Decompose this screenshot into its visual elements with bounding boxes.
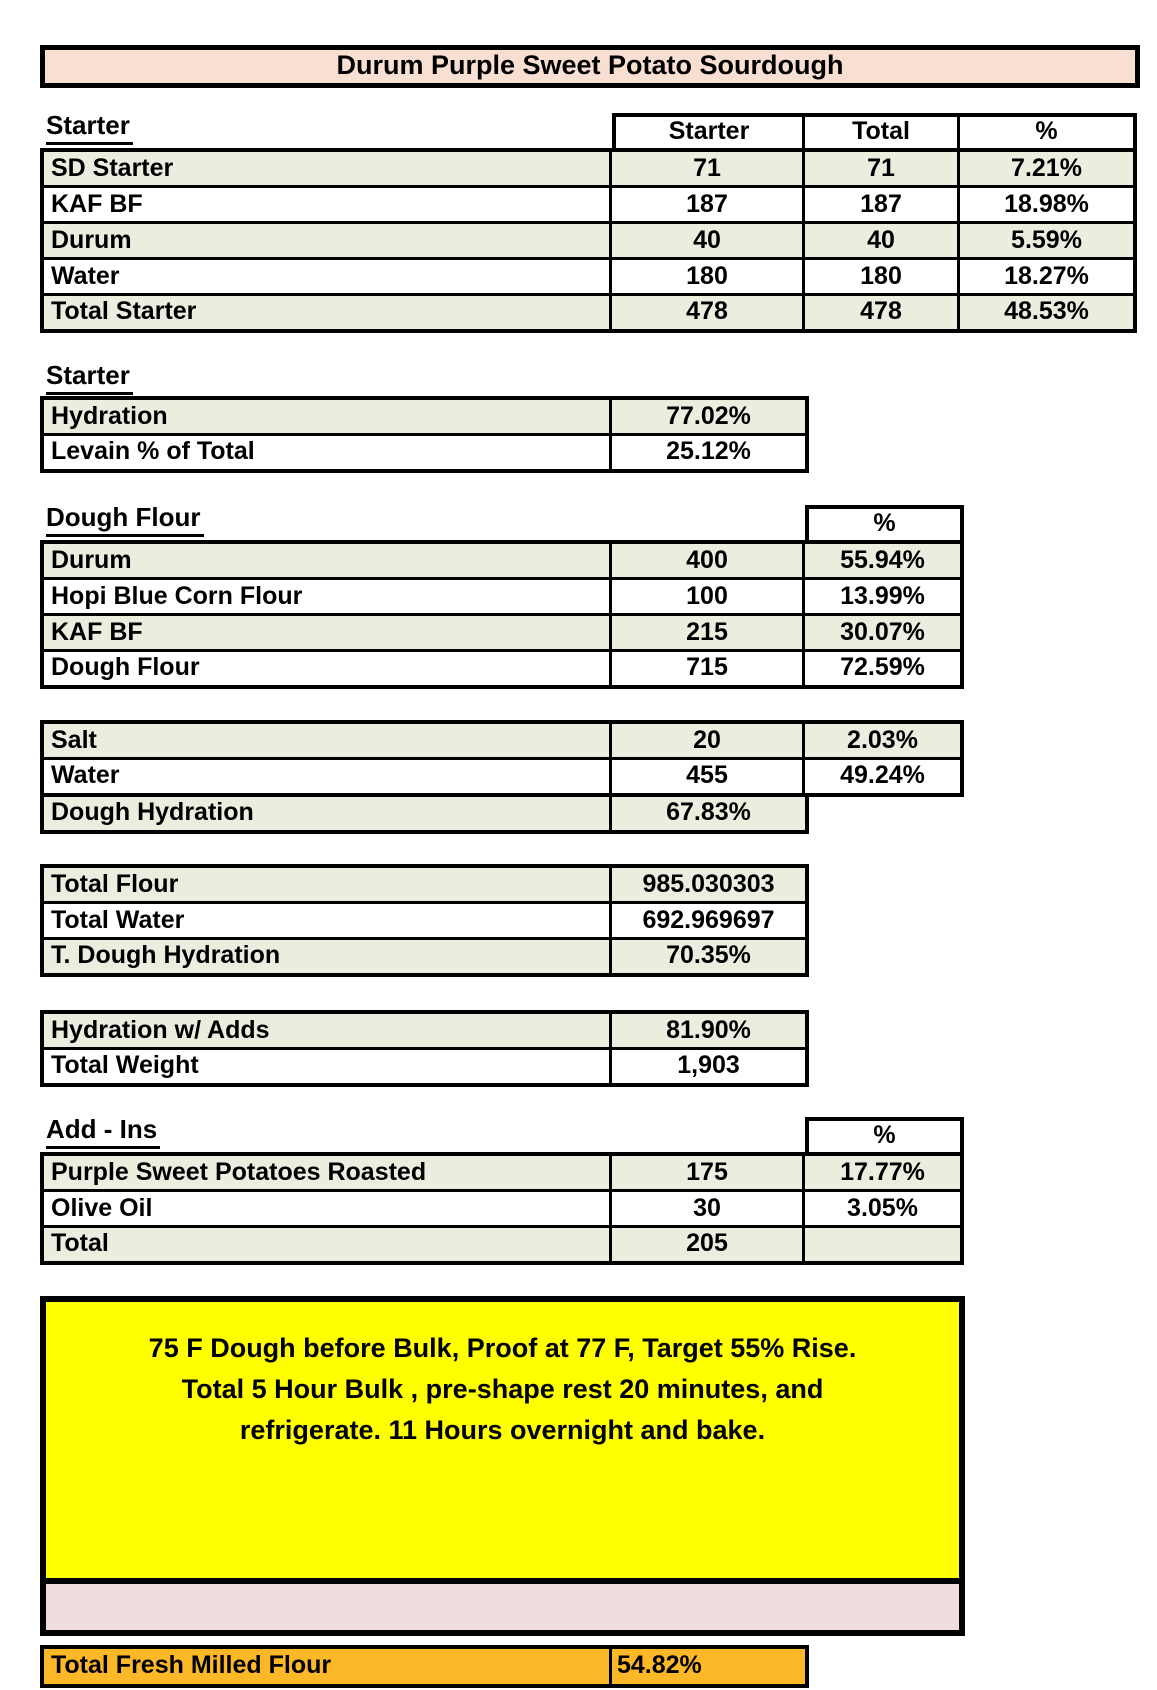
row-label: Water — [44, 760, 612, 793]
row-pct-value: 49.24% — [805, 760, 960, 793]
row-total-value: 40 — [805, 224, 960, 260]
row-starter-value: 478 — [612, 296, 805, 329]
row-pct-value — [805, 1228, 960, 1261]
row-value: 715 — [612, 652, 805, 685]
row-label: Durum — [44, 224, 612, 260]
row-label: Hopi Blue Corn Flour — [44, 580, 612, 616]
row-starter-value: 180 — [612, 260, 805, 296]
starter-table — [40, 148, 1137, 333]
dough-flour-table — [40, 540, 964, 689]
add-ins-heading-label: Add - Ins — [46, 1114, 160, 1149]
note-pink-strip — [46, 1578, 959, 1630]
row-label: Durum — [44, 544, 612, 580]
row-value: 77.02% — [612, 400, 805, 436]
row-value: 67.83% — [612, 797, 805, 830]
row-label: Dough Hydration — [44, 797, 612, 830]
row-value: 1,903 — [612, 1050, 805, 1083]
row-label: Total Flour — [44, 868, 612, 904]
column-header-starter: Starter — [616, 117, 805, 148]
row-value: 175 — [612, 1156, 805, 1192]
starter-table-header — [612, 113, 1137, 148]
totals-table — [40, 864, 809, 977]
row-value: 25.12% — [612, 436, 805, 469]
starter-summary-heading-label: Starter — [46, 360, 133, 395]
row-label: Purple Sweet Potatoes Roasted — [44, 1156, 612, 1192]
row-total-value: 187 — [805, 188, 960, 224]
row-pct-value: 13.99% — [805, 580, 960, 616]
row-label: Hydration — [44, 400, 612, 436]
note-box — [40, 1296, 965, 1636]
column-header-total: Total — [805, 117, 960, 148]
row-value: 54.82% — [612, 1649, 805, 1684]
row-label: KAF BF — [44, 616, 612, 652]
row-label: Salt — [44, 724, 612, 760]
row-starter-value: 40 — [612, 224, 805, 260]
row-value: 100 — [612, 580, 805, 616]
row-pct-value: 3.05% — [805, 1192, 960, 1228]
starter-summary-table — [40, 396, 809, 473]
dough-flour-heading — [46, 502, 204, 537]
row-label: Dough Flour — [44, 652, 612, 685]
note-line: Total 5 Hour Bulk , pre-shape rest 20 minutes, and — [181, 1374, 824, 1404]
row-total-value: 180 — [805, 260, 960, 296]
salt-water-table — [40, 720, 964, 797]
row-label: Total Starter — [44, 296, 612, 329]
row-pct-value: 48.53% — [960, 296, 1133, 329]
row-value: 692.969697 — [612, 904, 805, 940]
note-line: 75 F Dough before Bulk, Proof at 77 F, Target 55% Rise. — [148, 1333, 857, 1363]
row-value: 455 — [612, 760, 805, 793]
note-text-area — [46, 1302, 959, 1578]
dough-flour-heading-label: Dough Flour — [46, 502, 204, 537]
row-label: Water — [44, 260, 612, 296]
row-label: Levain % of Total — [44, 436, 612, 469]
row-pct-value: 17.77% — [805, 1156, 960, 1192]
note-line: refrigerate. 11 Hours overnight and bake. — [239, 1415, 766, 1445]
column-header-pct: % — [809, 509, 960, 540]
row-label: KAF BF — [44, 188, 612, 224]
column-header-pct: % — [960, 117, 1133, 148]
dough-flour-pct-header — [805, 505, 964, 540]
row-label: T. Dough Hydration — [44, 940, 612, 973]
row-starter-value: 187 — [612, 188, 805, 224]
row-pct-value: 5.59% — [960, 224, 1133, 260]
row-label: Total Fresh Milled Flour — [44, 1649, 612, 1684]
row-pct-value: 72.59% — [805, 652, 960, 685]
row-label: SD Starter — [44, 152, 612, 188]
row-label: Total Water — [44, 904, 612, 940]
row-pct-value: 7.21% — [960, 152, 1133, 188]
dough-hydration-row — [40, 797, 809, 834]
row-label: Total Weight — [44, 1050, 612, 1083]
add-ins-table — [40, 1152, 964, 1265]
row-label: Total — [44, 1228, 612, 1261]
row-pct-value: 2.03% — [805, 724, 960, 760]
starter-heading-label: Starter — [46, 110, 133, 145]
page-title: Durum Purple Sweet Potato Sourdough — [336, 50, 844, 80]
row-total-value: 478 — [805, 296, 960, 329]
row-pct-value: 55.94% — [805, 544, 960, 580]
row-pct-value: 18.27% — [960, 260, 1133, 296]
row-value: 81.90% — [612, 1014, 805, 1050]
row-value: 20 — [612, 724, 805, 760]
row-pct-value: 18.98% — [960, 188, 1133, 224]
column-header-pct: % — [809, 1121, 960, 1152]
row-value: 400 — [612, 544, 805, 580]
row-total-value: 71 — [805, 152, 960, 188]
row-value: 205 — [612, 1228, 805, 1261]
row-label: Hydration w/ Adds — [44, 1014, 612, 1050]
row-value: 215 — [612, 616, 805, 652]
row-pct-value: 30.07% — [805, 616, 960, 652]
row-value: 70.35% — [612, 940, 805, 973]
title-bar — [40, 45, 1140, 88]
row-value: 30 — [612, 1192, 805, 1228]
add-ins-pct-header — [805, 1117, 964, 1152]
row-starter-value: 71 — [612, 152, 805, 188]
row-label: Olive Oil — [44, 1192, 612, 1228]
starter-summary-heading — [46, 360, 133, 395]
row-value: 985.030303 — [612, 868, 805, 904]
starter-heading — [46, 110, 133, 145]
fresh-milled-flour-row — [40, 1645, 809, 1688]
add-ins-heading — [46, 1114, 160, 1149]
weight-table — [40, 1010, 809, 1087]
